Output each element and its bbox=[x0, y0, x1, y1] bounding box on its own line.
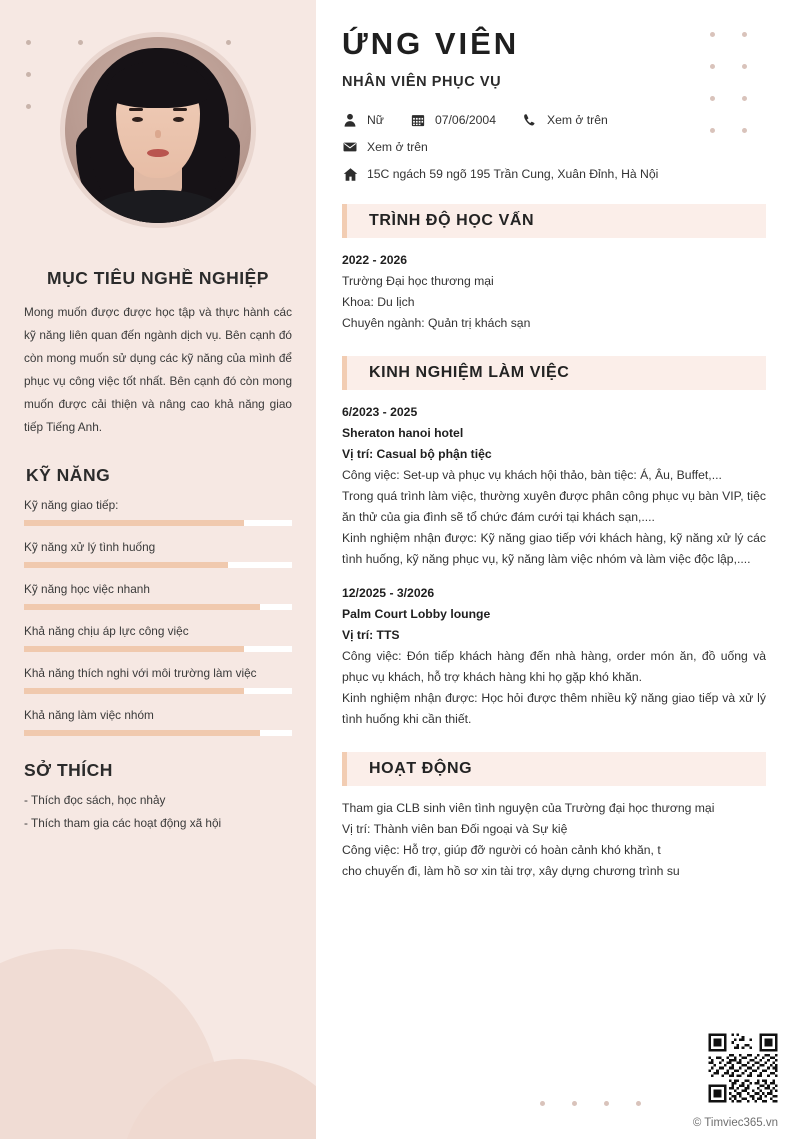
experience-period: 6/2023 - 2025 bbox=[342, 404, 418, 419]
experience-item bbox=[342, 402, 766, 570]
phone-icon bbox=[522, 112, 538, 128]
contact-address bbox=[342, 166, 658, 182]
skill-item bbox=[24, 708, 292, 736]
experience-company: Palm Court Lobby lounge bbox=[342, 606, 491, 621]
section-skills bbox=[24, 465, 292, 736]
band-stripe bbox=[342, 356, 347, 390]
job-title: NHÂN VIÊN PHỤC VỤ bbox=[342, 74, 502, 90]
contact-birthday bbox=[410, 112, 496, 128]
skill-label: Kỹ năng xử lý tình huống bbox=[24, 540, 156, 554]
contact-row-2 bbox=[342, 139, 766, 155]
contact-gender bbox=[342, 112, 384, 128]
education-major: Chuyên ngành: Quản trị khách sạn bbox=[342, 315, 531, 330]
activity-line: cho chuyến đi, làm hồ sơ xin tài trợ, xây dựng chương trình su bbox=[342, 863, 680, 878]
skill-item bbox=[24, 540, 292, 568]
education-school: Trường Đại học thương mại bbox=[342, 273, 494, 288]
skill-item bbox=[24, 498, 292, 526]
contact-row-1 bbox=[342, 112, 766, 128]
band-stripe bbox=[342, 752, 347, 786]
avatar bbox=[60, 32, 256, 228]
experience-item bbox=[342, 583, 766, 730]
hobbies-title: SỞ THÍCH bbox=[24, 760, 113, 780]
contact-phone-value: Xem ở trên bbox=[546, 113, 608, 127]
education-period: 2022 - 2026 bbox=[342, 253, 408, 267]
home-icon bbox=[342, 166, 358, 182]
right-column bbox=[316, 0, 800, 1139]
candidate-portrait bbox=[65, 37, 251, 223]
experience-company: Sheraton hanoi hotel bbox=[342, 425, 464, 440]
experience-line: Công việc: Đón tiếp khách hàng đến nhà hàng, order món ăn, đồ uống và phục vụ khách, hỗ trợ khách hàng khi họ gặp khó khăn. bbox=[342, 648, 766, 684]
contact-email-value: Xem ở trên bbox=[367, 140, 428, 154]
objective-text: Mong muốn được được học tập và thực hành các kỹ năng liên quan đến ngành dịch vụ. Bên cạnh đó còn mong muốn sử dụng các kỹ năng của mình để phục vụ công việc tốt nhất. Bên cạnh đó còn mong muốn được cải thiện và nâng cao khả năng giao tiếp Tiếng Anh. bbox=[24, 305, 292, 434]
calendar-icon bbox=[410, 112, 426, 128]
skill-label: Khả năng chịu áp lực công việc bbox=[24, 624, 189, 638]
skill-label: Kỹ năng học việc nhanh bbox=[24, 582, 150, 596]
experience-position: Vị trí: Casual bộ phận tiệc bbox=[342, 446, 492, 461]
section-header-activities bbox=[342, 752, 766, 786]
skill-bar bbox=[24, 562, 292, 568]
hobby-item: - Thích đọc sách, học nhảy bbox=[24, 793, 166, 807]
page-title: ỨNG VIÊN bbox=[342, 26, 520, 61]
decor-dots-top-right bbox=[710, 28, 770, 138]
education-body bbox=[342, 250, 766, 334]
decor-dots-bottom-right bbox=[540, 1097, 650, 1111]
section-objective bbox=[24, 268, 292, 439]
experience-line: Kinh nghiệm nhận được: Học hỏi được thêm nhiều kỹ năng giao tiếp và xử lý tình huống khi cần thiết. bbox=[342, 690, 766, 726]
skill-label: Khả năng làm việc nhóm bbox=[24, 708, 154, 722]
education-title: TRÌNH ĐỘ HỌC VẤN bbox=[369, 212, 535, 229]
skill-bar bbox=[24, 730, 292, 736]
email-icon bbox=[342, 139, 358, 155]
skill-item bbox=[24, 582, 292, 610]
section-hobbies bbox=[24, 760, 292, 830]
contact-email bbox=[342, 139, 428, 155]
activity-line: Công việc: Hỗ trợ, giúp đỡ người có hoàn cảnh khó khăn, t bbox=[342, 842, 661, 857]
contact-birthday-value: 07/06/2004 bbox=[434, 113, 496, 127]
skill-bar bbox=[24, 646, 292, 652]
hobby-item: - Thích tham gia các hoạt động xã hội bbox=[24, 816, 222, 830]
skill-bar bbox=[24, 604, 292, 610]
objective-title: MỤC TIÊU NGHỀ NGHIỆP bbox=[47, 268, 269, 288]
experience-line: Kinh nghiệm nhận được: Kỹ năng giao tiếp với khách hàng, kỹ năng xử lý các tình huống, kỹ năng phục vụ, kỹ năng làm việc nhóm và làm việc độc lập,.... bbox=[342, 530, 766, 566]
section-header-experience bbox=[342, 356, 766, 390]
person-icon bbox=[342, 112, 358, 128]
activities-title: HOẠT ĐỘNG bbox=[369, 759, 473, 777]
left-column bbox=[0, 0, 316, 1139]
skill-label: Kỹ năng giao tiếp: bbox=[24, 498, 119, 512]
experience-period: 12/2025 - 3/2026 bbox=[342, 585, 435, 600]
education-faculty: Khoa: Du lịch bbox=[342, 294, 415, 309]
experience-line: Trong quá trình làm việc, thường xuyên được phân công phục vụ bàn VIP, tiệc ăn thử của gia đình sẽ tổ chức đám cưới tại khách sạn,.... bbox=[342, 488, 766, 524]
contact-row-3 bbox=[342, 166, 766, 182]
skill-bar bbox=[24, 520, 292, 526]
skills-title: KỸ NĂNG bbox=[26, 465, 111, 485]
activities-body bbox=[342, 798, 766, 882]
activity-line: Tham gia CLB sinh viên tình nguyện của Trường đại học thương mại bbox=[342, 800, 715, 815]
qr-code[interactable] bbox=[706, 1031, 780, 1105]
section-header-education bbox=[342, 204, 766, 238]
skill-label: Khả năng thích nghi với môi trường làm việc bbox=[24, 666, 257, 680]
skill-bar bbox=[24, 688, 292, 694]
contact-address-value: 15C ngách 59 ngõ 195 Trần Cung, Xuân Đỉnh, Hà Nội bbox=[367, 167, 659, 181]
contact-gender-value: Nữ bbox=[367, 113, 384, 127]
contact-phone bbox=[522, 112, 608, 128]
experience-title: KINH NGHIỆM LÀM VIỆC bbox=[369, 363, 570, 381]
watermark: © Timviec365.vn bbox=[692, 1117, 778, 1129]
skill-item bbox=[24, 624, 292, 652]
band-stripe bbox=[342, 204, 347, 238]
skill-item bbox=[24, 666, 292, 694]
experience-line: Công việc: Set-up và phục vụ khách hội thảo, bàn tiệc: Á, Âu, Buffet,... bbox=[342, 467, 722, 482]
activity-line: Vị trí: Thành viên ban Đối ngoại và Sự kiệ bbox=[342, 821, 568, 836]
experience-position: Vị trí: TTS bbox=[342, 627, 400, 642]
